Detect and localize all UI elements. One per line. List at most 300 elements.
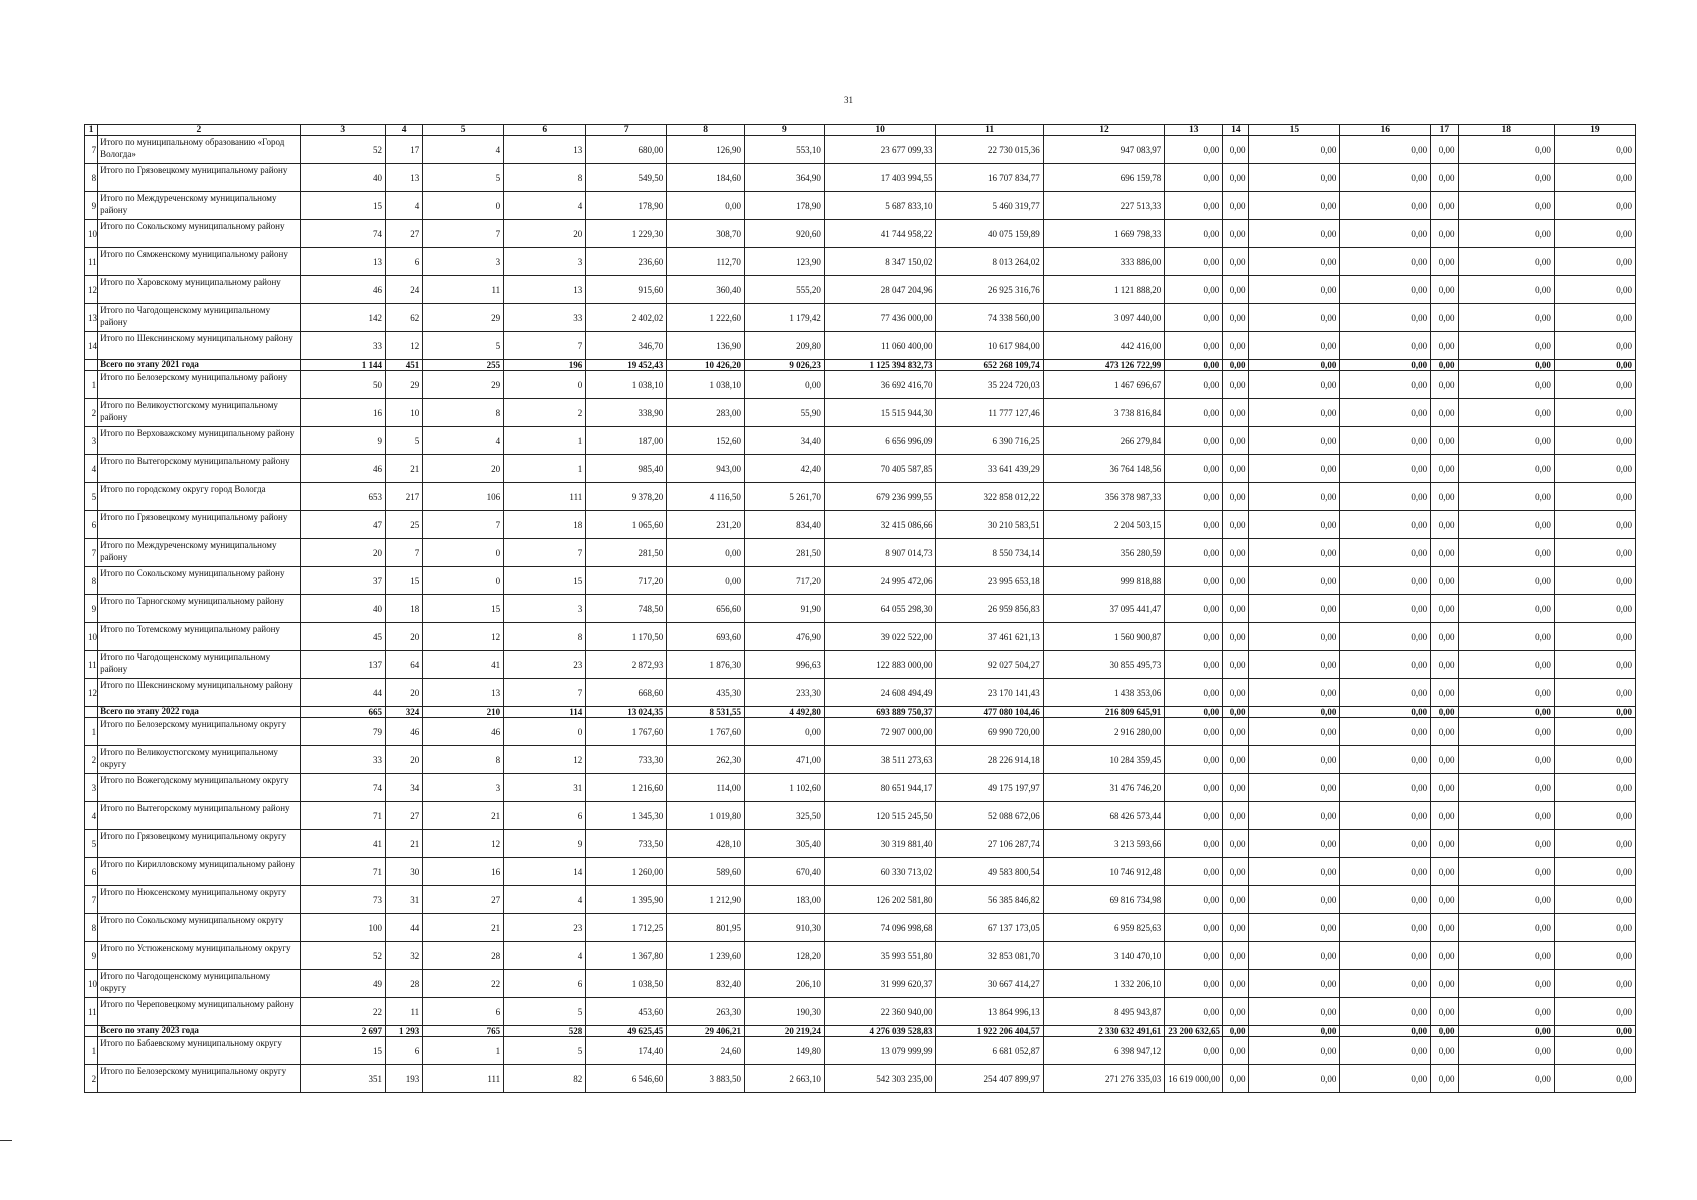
column-header-15: 15 — [1249, 125, 1340, 136]
value-cell: 0,00 — [1165, 455, 1223, 483]
value-cell: 0,00 — [1340, 304, 1431, 332]
value-cell: 0,00 — [1431, 651, 1458, 679]
value-cell: 52 088 672,06 — [936, 802, 1043, 830]
value-cell: 477 080 104,46 — [936, 707, 1043, 718]
value-cell: 69 816 734,98 — [1043, 886, 1164, 914]
name-cell: Итого по Грязовецкому муниципальному округу — [98, 830, 300, 858]
row-number-cell: 7 — [85, 886, 98, 914]
value-cell: 0,00 — [1431, 1065, 1458, 1093]
value-cell: 74 — [300, 220, 385, 248]
table-row — [85, 830, 1636, 858]
value-cell: 11 060 400,00 — [824, 332, 936, 360]
name-cell: Итого по Сокольскому муниципальному району — [98, 220, 300, 248]
value-cell: 92 027 504,27 — [936, 651, 1043, 679]
value-cell: 1 — [504, 455, 586, 483]
value-cell: 0,00 — [1249, 567, 1340, 595]
value-cell: 5 — [423, 332, 504, 360]
value-cell: 0,00 — [1554, 858, 1635, 886]
table-row — [85, 858, 1636, 886]
value-cell: 91,90 — [744, 595, 824, 623]
table-row — [85, 455, 1636, 483]
value-cell: 5 460 319,77 — [936, 192, 1043, 220]
value-cell: 20 — [423, 455, 504, 483]
value-cell: 0,00 — [1554, 399, 1635, 427]
value-cell: 6 — [385, 248, 422, 276]
value-cell: 216 809 645,91 — [1043, 707, 1164, 718]
value-cell: 0,00 — [1165, 360, 1223, 371]
value-cell: 910,30 — [744, 914, 824, 942]
column-header-2: 2 — [98, 125, 300, 136]
value-cell: 0,00 — [1340, 455, 1431, 483]
value-cell: 44 — [385, 914, 422, 942]
value-cell: 0,00 — [1249, 371, 1340, 399]
value-cell: 0,00 — [1223, 707, 1249, 718]
value-cell: 0,00 — [1165, 248, 1223, 276]
value-cell: 34,40 — [744, 427, 824, 455]
value-cell: 0,00 — [1431, 332, 1458, 360]
value-cell: 0,00 — [1554, 427, 1635, 455]
value-cell: 8 013 264,02 — [936, 248, 1043, 276]
value-cell: 0,00 — [1554, 192, 1635, 220]
value-cell: 15 — [385, 567, 422, 595]
value-cell: 0,00 — [1249, 886, 1340, 914]
value-cell: 0,00 — [1223, 539, 1249, 567]
value-cell: 15 — [423, 595, 504, 623]
value-cell: 9 026,23 — [744, 360, 824, 371]
value-cell: 0,00 — [1554, 136, 1635, 164]
value-cell: 0,00 — [1165, 427, 1223, 455]
value-cell: 305,40 — [744, 830, 824, 858]
value-cell: 281,50 — [744, 539, 824, 567]
value-cell: 0,00 — [1340, 1026, 1431, 1037]
value-cell: 56 385 846,82 — [936, 886, 1043, 914]
value-cell: 0,00 — [1554, 248, 1635, 276]
value-cell: 0,00 — [1249, 276, 1340, 304]
value-cell: 0,00 — [1431, 248, 1458, 276]
value-cell: 1 019,80 — [667, 802, 745, 830]
value-cell: 0,00 — [1431, 371, 1458, 399]
value-cell: 0,00 — [1458, 1037, 1554, 1065]
value-cell: 136,90 — [667, 332, 745, 360]
value-cell: 271 276 335,03 — [1043, 1065, 1164, 1093]
name-cell: Всего по этапу 2022 года — [98, 707, 300, 718]
value-cell: 149,80 — [744, 1037, 824, 1065]
value-cell: 0,00 — [1431, 1037, 1458, 1065]
value-cell: 0,00 — [1458, 511, 1554, 539]
value-cell: 0,00 — [1554, 718, 1635, 746]
value-cell: 1 922 206 404,57 — [936, 1026, 1043, 1037]
value-cell: 16 — [423, 858, 504, 886]
value-cell: 0,00 — [1340, 427, 1431, 455]
value-cell: 0,00 — [1431, 455, 1458, 483]
value-cell: 0,00 — [1458, 707, 1554, 718]
table-row — [85, 679, 1636, 707]
value-cell: 137 — [300, 651, 385, 679]
row-number-cell: 2 — [85, 1065, 98, 1093]
table-row — [85, 998, 1636, 1026]
value-cell: 22 — [300, 998, 385, 1026]
row-number-cell: 6 — [85, 858, 98, 886]
value-cell: 0,00 — [1249, 539, 1340, 567]
value-cell: 262,30 — [667, 746, 745, 774]
value-cell: 0,00 — [744, 718, 824, 746]
value-cell: 0,00 — [1554, 746, 1635, 774]
row-number-cell — [85, 1026, 98, 1037]
name-cell: Итого по Шекснинскому муниципальному району — [98, 332, 300, 360]
value-cell: 1 038,10 — [667, 371, 745, 399]
value-cell: 123,90 — [744, 248, 824, 276]
value-cell: 0,00 — [1223, 248, 1249, 276]
value-cell: 733,30 — [586, 746, 667, 774]
value-cell: 0,00 — [1458, 718, 1554, 746]
value-cell: 0,00 — [1458, 427, 1554, 455]
table-row — [85, 332, 1636, 360]
value-cell: 0,00 — [1223, 427, 1249, 455]
column-header-12: 12 — [1043, 125, 1164, 136]
value-cell: 206,10 — [744, 970, 824, 998]
value-cell: 13 — [504, 136, 586, 164]
value-cell: 0,00 — [1165, 651, 1223, 679]
value-cell: 71 — [300, 858, 385, 886]
value-cell: 0,00 — [1458, 623, 1554, 651]
value-cell: 77 436 000,00 — [824, 304, 936, 332]
value-cell: 947 083,97 — [1043, 136, 1164, 164]
value-cell: 7 — [504, 679, 586, 707]
value-cell: 8 531,55 — [667, 707, 745, 718]
value-cell: 23 677 099,33 — [824, 136, 936, 164]
value-cell: 52 — [300, 942, 385, 970]
value-cell: 0,00 — [1554, 304, 1635, 332]
value-cell: 338,90 — [586, 399, 667, 427]
value-cell: 39 022 522,00 — [824, 623, 936, 651]
value-cell: 8 907 014,73 — [824, 539, 936, 567]
value-cell: 0,00 — [1249, 1065, 1340, 1093]
value-cell: 0,00 — [1165, 679, 1223, 707]
value-cell: 0,00 — [1223, 802, 1249, 830]
total-row — [85, 360, 1636, 371]
value-cell: 0,00 — [1554, 679, 1635, 707]
value-cell: 46 — [423, 718, 504, 746]
value-cell: 40 — [300, 164, 385, 192]
value-cell: 0 — [504, 718, 586, 746]
value-cell: 8 — [423, 399, 504, 427]
value-cell: 0,00 — [1165, 164, 1223, 192]
value-cell: 589,60 — [667, 858, 745, 886]
value-cell: 20 — [300, 539, 385, 567]
value-cell: 0,00 — [667, 567, 745, 595]
value-cell: 30 210 583,51 — [936, 511, 1043, 539]
table-row — [85, 567, 1636, 595]
value-cell: 6 681 052,87 — [936, 1037, 1043, 1065]
value-cell: 0,00 — [1223, 483, 1249, 511]
row-number-cell: 11 — [85, 998, 98, 1026]
value-cell: 0,00 — [1340, 276, 1431, 304]
value-cell: 22 360 940,00 — [824, 998, 936, 1026]
value-cell: 3 — [423, 248, 504, 276]
value-cell: 2 — [504, 399, 586, 427]
value-cell: 0,00 — [1249, 858, 1340, 886]
value-cell: 40 — [300, 595, 385, 623]
row-number-cell: 8 — [85, 164, 98, 192]
value-cell: 6 546,60 — [586, 1065, 667, 1093]
value-cell: 476,90 — [744, 623, 824, 651]
value-cell: 52 — [300, 136, 385, 164]
value-cell: 542 303 235,00 — [824, 1065, 936, 1093]
row-number-cell: 3 — [85, 427, 98, 455]
name-cell: Итого по Бабаевскому муниципальному округу — [98, 1037, 300, 1065]
name-cell: Итого по Чагодощенскому муниципальному округу — [98, 970, 300, 998]
value-cell: 17 — [385, 136, 422, 164]
row-number-cell: 10 — [85, 220, 98, 248]
value-cell: 1 293 — [385, 1026, 422, 1037]
value-cell: 1 395,90 — [586, 886, 667, 914]
value-cell: 0,00 — [1223, 1026, 1249, 1037]
value-cell: 11 — [423, 276, 504, 304]
value-cell: 26 959 856,83 — [936, 595, 1043, 623]
value-cell: 37 095 441,47 — [1043, 595, 1164, 623]
value-cell: 0,00 — [1458, 679, 1554, 707]
column-header-13: 13 — [1165, 125, 1223, 136]
value-cell: 4 — [504, 886, 586, 914]
value-cell: 9 378,20 — [586, 483, 667, 511]
value-cell: 73 — [300, 886, 385, 914]
total-row — [85, 1026, 1636, 1037]
value-cell: 1 170,50 — [586, 623, 667, 651]
row-number-cell: 9 — [85, 192, 98, 220]
row-number-cell — [85, 707, 98, 718]
table-row — [85, 942, 1636, 970]
value-cell: 8 — [423, 746, 504, 774]
name-cell: Итого по Вытегорскому муниципальному району — [98, 455, 300, 483]
row-number-cell — [85, 360, 98, 371]
page-number: 31 — [844, 95, 853, 105]
value-cell: 2 402,02 — [586, 304, 667, 332]
value-cell: 1 212,90 — [667, 886, 745, 914]
value-cell: 0,00 — [1431, 483, 1458, 511]
value-cell: 13 — [300, 248, 385, 276]
row-number-cell: 13 — [85, 304, 98, 332]
value-cell: 442 416,00 — [1043, 332, 1164, 360]
value-cell: 0,00 — [1249, 399, 1340, 427]
value-cell: 0,00 — [1340, 539, 1431, 567]
value-cell: 1 332 206,10 — [1043, 970, 1164, 998]
value-cell: 100 — [300, 914, 385, 942]
value-cell: 0,00 — [1554, 914, 1635, 942]
value-cell: 0,00 — [1165, 746, 1223, 774]
value-cell: 44 — [300, 679, 385, 707]
row-number-cell: 11 — [85, 248, 98, 276]
value-cell: 5 — [423, 164, 504, 192]
value-cell: 13 024,35 — [586, 707, 667, 718]
table-row — [85, 1037, 1636, 1065]
value-cell: 0,00 — [1458, 192, 1554, 220]
table-row — [85, 886, 1636, 914]
value-cell: 333 886,00 — [1043, 248, 1164, 276]
value-cell: 32 853 081,70 — [936, 942, 1043, 970]
value-cell: 0,00 — [1458, 567, 1554, 595]
value-cell: 18 — [385, 595, 422, 623]
value-cell: 0,00 — [1431, 360, 1458, 371]
value-cell: 122 883 000,00 — [824, 651, 936, 679]
value-cell: 217 — [385, 483, 422, 511]
value-cell: 0,00 — [1431, 539, 1458, 567]
table-row — [85, 539, 1636, 567]
value-cell: 0,00 — [1165, 371, 1223, 399]
value-cell: 0,00 — [1340, 830, 1431, 858]
value-cell: 0,00 — [1223, 942, 1249, 970]
value-cell: 1 239,60 — [667, 942, 745, 970]
value-cell: 7 — [423, 511, 504, 539]
value-cell: 0,00 — [1458, 998, 1554, 1026]
value-cell: 4 — [504, 192, 586, 220]
row-number-cell: 1 — [85, 718, 98, 746]
value-cell: 733,50 — [586, 830, 667, 858]
value-cell: 0,00 — [1458, 483, 1554, 511]
value-cell: 0,00 — [1431, 511, 1458, 539]
value-cell: 0,00 — [1431, 707, 1458, 718]
value-cell: 0,00 — [1340, 970, 1431, 998]
value-cell: 0,00 — [1458, 970, 1554, 998]
value-cell: 0,00 — [1554, 1065, 1635, 1093]
value-cell: 0,00 — [1458, 248, 1554, 276]
value-cell: 0,00 — [1249, 1026, 1340, 1037]
table-row — [85, 248, 1636, 276]
value-cell: 2 330 632 491,61 — [1043, 1026, 1164, 1037]
value-cell: 0,00 — [1165, 511, 1223, 539]
value-cell: 28 226 914,18 — [936, 746, 1043, 774]
value-cell: 6 390 716,25 — [936, 427, 1043, 455]
value-cell: 3 140 470,10 — [1043, 942, 1164, 970]
value-cell: 0,00 — [1431, 192, 1458, 220]
row-number-cell: 2 — [85, 399, 98, 427]
value-cell: 30 855 495,73 — [1043, 651, 1164, 679]
value-cell: 11 777 127,46 — [936, 399, 1043, 427]
value-cell: 0,00 — [1458, 830, 1554, 858]
value-cell: 0,00 — [1165, 220, 1223, 248]
value-cell: 15 — [300, 192, 385, 220]
value-cell: 653 — [300, 483, 385, 511]
table-row — [85, 802, 1636, 830]
row-number-cell: 4 — [85, 802, 98, 830]
value-cell: 40 075 159,89 — [936, 220, 1043, 248]
value-cell: 5 687 833,10 — [824, 192, 936, 220]
value-cell: 0,00 — [1554, 774, 1635, 802]
value-cell: 0,00 — [1554, 998, 1635, 1026]
value-cell: 0,00 — [1165, 998, 1223, 1026]
column-header-9: 9 — [744, 125, 824, 136]
name-cell: Итого по Белозерскому муниципальному району — [98, 371, 300, 399]
value-cell: 0,00 — [1223, 746, 1249, 774]
value-cell: 111 — [423, 1065, 504, 1093]
value-cell: 832,40 — [667, 970, 745, 998]
value-cell: 0,00 — [1249, 483, 1340, 511]
value-cell: 24 608 494,49 — [824, 679, 936, 707]
value-cell: 29 — [423, 371, 504, 399]
value-cell: 0,00 — [1249, 914, 1340, 942]
name-cell: Итого по Вожегодскому муниципальному округу — [98, 774, 300, 802]
name-cell: Итого по Сокольскому муниципальному округу — [98, 914, 300, 942]
value-cell: 12 — [385, 332, 422, 360]
value-cell: 0,00 — [1249, 164, 1340, 192]
value-cell: 255 — [423, 360, 504, 371]
value-cell: 0,00 — [1249, 679, 1340, 707]
value-cell: 0,00 — [1431, 220, 1458, 248]
value-cell: 183,00 — [744, 886, 824, 914]
name-cell: Итого по муниципальному образованию «Город Вологда» — [98, 136, 300, 164]
value-cell: 10 284 359,45 — [1043, 746, 1164, 774]
value-cell: 0,00 — [1554, 707, 1635, 718]
value-cell: 0,00 — [1165, 136, 1223, 164]
value-cell: 0,00 — [1223, 774, 1249, 802]
value-cell: 31 — [385, 886, 422, 914]
value-cell: 0,00 — [1249, 746, 1340, 774]
value-cell: 0,00 — [667, 539, 745, 567]
value-cell: 696 159,78 — [1043, 164, 1164, 192]
value-cell: 37 461 621,13 — [936, 623, 1043, 651]
value-cell: 263,30 — [667, 998, 745, 1026]
value-cell: 0,00 — [1223, 511, 1249, 539]
value-cell: 13 — [385, 164, 422, 192]
value-cell: 0,00 — [1165, 1037, 1223, 1065]
value-cell: 555,20 — [744, 276, 824, 304]
value-cell: 20 219,24 — [744, 1026, 824, 1037]
value-cell: 128,20 — [744, 942, 824, 970]
value-cell: 62 — [385, 304, 422, 332]
value-cell: 178,90 — [586, 192, 667, 220]
value-cell: 652 268 109,74 — [936, 360, 1043, 371]
name-cell: Итого по Череповецкому муниципальному району — [98, 998, 300, 1026]
header-row — [85, 125, 1636, 136]
value-cell: 20 — [385, 623, 422, 651]
name-cell: Итого по Шекснинскому муниципальному району — [98, 679, 300, 707]
table-row — [85, 774, 1636, 802]
value-cell: 356 280,59 — [1043, 539, 1164, 567]
value-cell: 15 — [504, 567, 586, 595]
value-cell: 0,00 — [1223, 970, 1249, 998]
value-cell: 254 407 899,97 — [936, 1065, 1043, 1093]
value-cell: 0,00 — [1340, 858, 1431, 886]
value-cell: 0,00 — [1249, 998, 1340, 1026]
value-cell: 0,00 — [1431, 595, 1458, 623]
value-cell: 0,00 — [1340, 332, 1431, 360]
value-cell: 13 — [423, 679, 504, 707]
row-number-cell: 10 — [85, 970, 98, 998]
value-cell: 27 — [385, 220, 422, 248]
value-cell: 193 — [385, 1065, 422, 1093]
value-cell: 15 515 944,30 — [824, 399, 936, 427]
value-cell: 0,00 — [1165, 276, 1223, 304]
value-cell: 20 — [385, 679, 422, 707]
value-cell: 7 — [504, 332, 586, 360]
value-cell: 0,00 — [1554, 371, 1635, 399]
name-cell: Итого по Грязовецкому муниципальному району — [98, 164, 300, 192]
value-cell: 20 — [504, 220, 586, 248]
name-cell: Итого по Верховажскому муниципальному району — [98, 427, 300, 455]
value-cell: 0,00 — [1340, 192, 1431, 220]
column-header-14: 14 — [1223, 125, 1249, 136]
value-cell: 0,00 — [1249, 774, 1340, 802]
value-cell: 0,00 — [1554, 651, 1635, 679]
value-cell: 3 738 816,84 — [1043, 399, 1164, 427]
table-row — [85, 651, 1636, 679]
value-cell: 80 651 944,17 — [824, 774, 936, 802]
value-cell: 21 — [423, 802, 504, 830]
value-cell: 680,00 — [586, 136, 667, 164]
value-cell: 45 — [300, 623, 385, 651]
value-cell: 37 — [300, 567, 385, 595]
value-cell: 23 — [504, 914, 586, 942]
value-cell: 0,00 — [1431, 970, 1458, 998]
